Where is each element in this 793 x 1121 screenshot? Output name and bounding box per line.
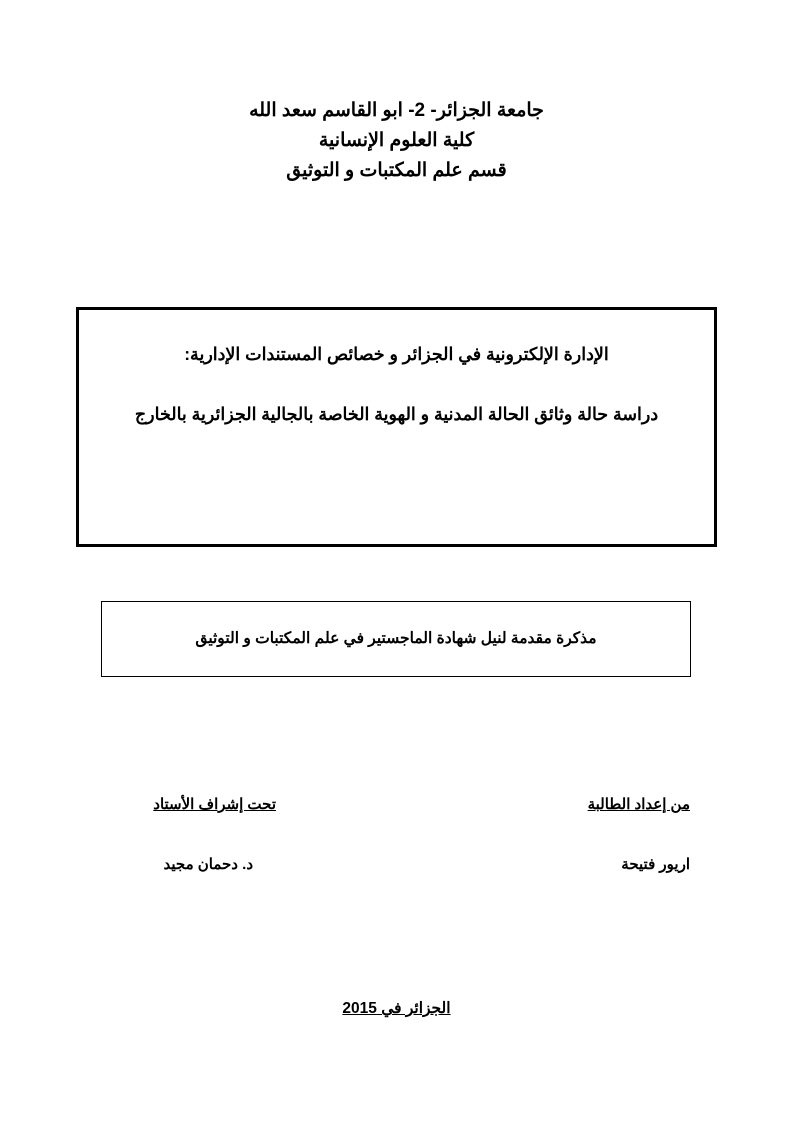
- author-label: من إعداد الطالبة: [587, 796, 690, 813]
- author-name: اريور فتيحة: [621, 856, 690, 873]
- faculty-name: كلية العلوم الإنسانية: [318, 130, 475, 151]
- thesis-title-box: [76, 307, 717, 547]
- credits-section: [0, 795, 793, 873]
- credits-row: [0, 795, 793, 873]
- thesis-subtitle: دراسة حالة وثائق الحالة المدنية و الهوية الخاصة بالجالية الجزائرية بالخارج: [134, 404, 659, 424]
- degree-statement-text: مذكرة مقدمة لنيل شهادة الماجستير في علم المكتبات و التوثيق: [195, 630, 597, 647]
- university-name: جامعة الجزائر- 2- ابو القاسم سعد الله: [249, 100, 544, 121]
- document-footer: [0, 999, 793, 1018]
- thesis-main-title: الإدارة الإلكترونية في الجزائر و خصائص المستندات الإدارية:: [184, 344, 609, 364]
- university-header: [0, 96, 793, 186]
- department-name: قسم علم المكتبات و التوثيق: [286, 160, 507, 181]
- supervisor-label: تحت إشراف الأستاد: [153, 796, 276, 813]
- place-and-year: الجزائر في 2015: [342, 1000, 451, 1017]
- supervisor-name: د. دحمان مجيد: [163, 856, 253, 873]
- thesis-title-inner: [79, 310, 714, 432]
- degree-statement-box: [101, 601, 691, 677]
